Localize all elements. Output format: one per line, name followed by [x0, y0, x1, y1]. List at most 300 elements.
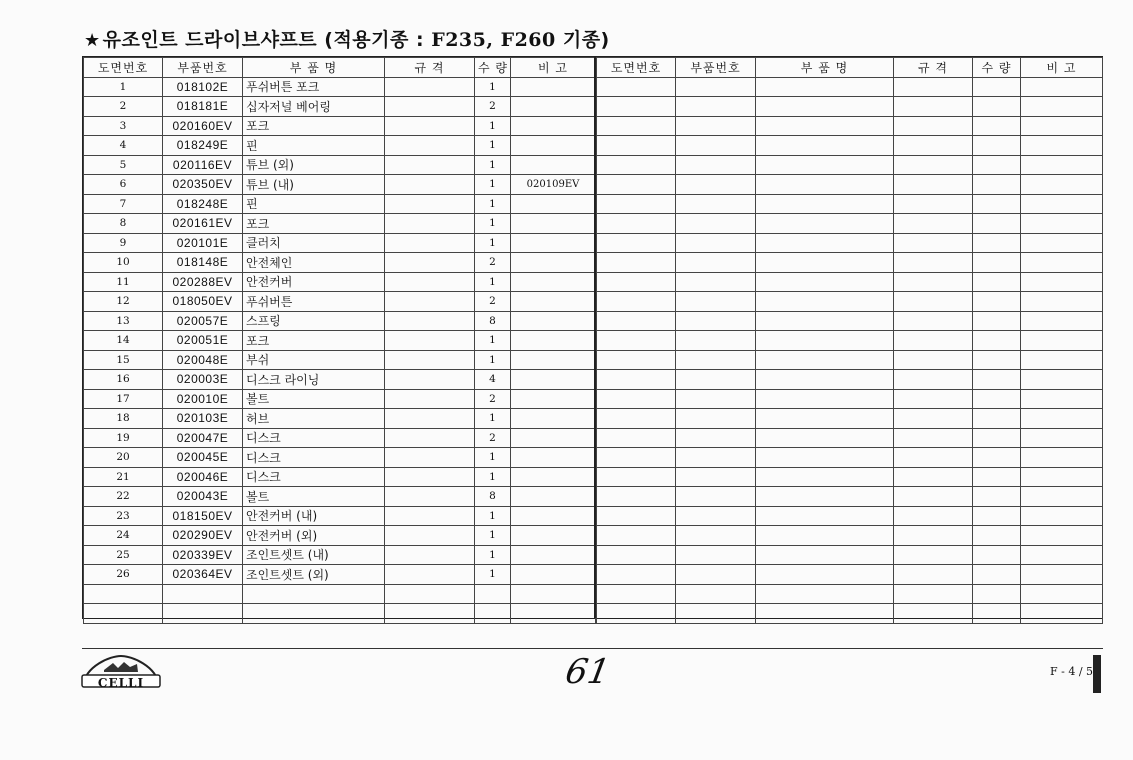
col-header-spec: 규 격: [385, 58, 475, 78]
logo-text: CELLI: [97, 676, 145, 690]
cell-name: [243, 604, 385, 624]
cell-spec: [385, 292, 475, 312]
cell-name: [756, 155, 894, 175]
cell-name: 안전체인: [243, 253, 385, 273]
cell-no: [597, 311, 676, 331]
cell-note: [1021, 253, 1103, 273]
col-header-part-name: 부 품 명: [243, 58, 385, 78]
table-row-empty: [597, 233, 1103, 253]
cell-code: [163, 584, 243, 604]
cell-name: 조인트셋트 (내): [243, 545, 385, 565]
cell-note: [1021, 545, 1103, 565]
cell-note: [1021, 136, 1103, 156]
col-header-note: 비 고: [1021, 58, 1103, 78]
cell-qty: [973, 97, 1021, 117]
cell-spec: [894, 604, 973, 624]
cell-qty: 1: [475, 526, 511, 546]
cell-code: [676, 370, 756, 390]
cell-qty: 2: [475, 389, 511, 409]
cell-note: [511, 311, 596, 331]
cell-name: [756, 526, 894, 546]
cell-name: [756, 448, 894, 468]
cell-no: 18: [84, 409, 163, 429]
cell-no: [597, 370, 676, 390]
cell-qty: [973, 428, 1021, 448]
cell-qty: [973, 409, 1021, 429]
cell-name: 허브: [243, 409, 385, 429]
table-header-row: [84, 58, 596, 78]
cell-spec: [385, 487, 475, 507]
cell-qty: 1: [475, 448, 511, 468]
col-header-part-no: 부품번호: [163, 58, 243, 78]
cell-name: [756, 428, 894, 448]
cell-name: 안전커버 (외): [243, 526, 385, 546]
table-row: [84, 428, 596, 448]
cell-qty: 8: [475, 487, 511, 507]
cell-code: [676, 467, 756, 487]
cell-note: [511, 389, 596, 409]
cell-spec: [385, 350, 475, 370]
cell-spec: [385, 409, 475, 429]
cell-note: [511, 194, 596, 214]
cell-spec: [894, 311, 973, 331]
table-row-empty: [597, 331, 1103, 351]
cell-name: 조인트셋트 (외): [243, 565, 385, 585]
cell-note: [511, 565, 596, 585]
cell-no: [597, 175, 676, 195]
cell-note: [511, 155, 596, 175]
cell-qty: 8: [475, 311, 511, 331]
table-row: [84, 136, 596, 156]
cell-spec: [894, 467, 973, 487]
cell-code: 020047E: [163, 428, 243, 448]
table-row: [84, 194, 596, 214]
table-row-empty: [597, 175, 1103, 195]
cell-name: [756, 331, 894, 351]
cell-name: [756, 467, 894, 487]
table-row: [84, 545, 596, 565]
cell-no: 21: [84, 467, 163, 487]
cell-qty: [973, 233, 1021, 253]
cell-spec: [385, 194, 475, 214]
cell-qty: [973, 506, 1021, 526]
cell-spec: [385, 233, 475, 253]
cell-note: [1021, 77, 1103, 97]
cell-spec: [894, 389, 973, 409]
cell-note: [511, 506, 596, 526]
cell-qty: 2: [475, 253, 511, 273]
table-row-empty: [597, 272, 1103, 292]
col-header-spec: 규 격: [894, 58, 973, 78]
cell-code: [676, 175, 756, 195]
cell-spec: [385, 448, 475, 468]
cell-qty: 1: [475, 565, 511, 585]
cell-no: [597, 136, 676, 156]
cell-qty: 4: [475, 370, 511, 390]
table-row-empty: [597, 487, 1103, 507]
cell-qty: [973, 487, 1021, 507]
cell-qty: 1: [475, 194, 511, 214]
cell-name: [756, 116, 894, 136]
cell-code: [676, 584, 756, 604]
cell-note: [1021, 506, 1103, 526]
cell-qty: 1: [475, 136, 511, 156]
cell-qty: 2: [475, 292, 511, 312]
cell-no: [84, 584, 163, 604]
cell-no: 25: [84, 545, 163, 565]
cell-code: 020160EV: [163, 116, 243, 136]
cell-code: 020003E: [163, 370, 243, 390]
table-row-empty: [597, 526, 1103, 546]
cell-spec: [894, 292, 973, 312]
table-row: [84, 116, 596, 136]
cell-note: [1021, 311, 1103, 331]
cell-no: 2: [84, 97, 163, 117]
cell-spec: [894, 370, 973, 390]
cell-name: [756, 253, 894, 273]
star-icon: ★: [84, 30, 101, 51]
cell-qty: [973, 272, 1021, 292]
cell-note: [511, 545, 596, 565]
col-header-qty: 수 량: [475, 58, 511, 78]
cell-spec: [894, 214, 973, 234]
table-row-empty: [597, 370, 1103, 390]
cell-code: [676, 604, 756, 624]
cell-name: [756, 272, 894, 292]
title-models: F235, F260: [431, 29, 556, 51]
cell-spec: [894, 116, 973, 136]
cell-qty: [973, 194, 1021, 214]
cell-code: [676, 253, 756, 273]
cell-note: [1021, 526, 1103, 546]
cell-spec: [894, 545, 973, 565]
cell-qty: [973, 584, 1021, 604]
cell-qty: [973, 292, 1021, 312]
cell-name: [756, 506, 894, 526]
table-row: [84, 409, 596, 429]
cell-no: [597, 584, 676, 604]
cell-spec: [894, 155, 973, 175]
cell-no: [597, 331, 676, 351]
cell-name: 포크: [243, 214, 385, 234]
cell-no: 1: [84, 77, 163, 97]
table-header-row: [597, 58, 1103, 78]
cell-name: 포크: [243, 116, 385, 136]
cell-no: [597, 272, 676, 292]
cell-note: [511, 77, 596, 97]
table-row-empty: [597, 194, 1103, 214]
cell-note: [1021, 604, 1103, 624]
cell-code: 020045E: [163, 448, 243, 468]
cell-name: 핀: [243, 136, 385, 156]
col-header-part-name: 부 품 명: [756, 58, 894, 78]
cell-note: [511, 136, 596, 156]
cell-code: [163, 604, 243, 624]
table-row-empty: [597, 292, 1103, 312]
cell-code: [676, 116, 756, 136]
cell-no: 9: [84, 233, 163, 253]
cell-name: [756, 370, 894, 390]
cell-qty: [973, 448, 1021, 468]
cell-qty: [973, 136, 1021, 156]
cell-spec: [385, 214, 475, 234]
cell-qty: 1: [475, 350, 511, 370]
cell-spec: [385, 506, 475, 526]
cell-code: 020103E: [163, 409, 243, 429]
cell-no: 4: [84, 136, 163, 156]
cell-no: [597, 428, 676, 448]
cell-note: [1021, 370, 1103, 390]
cell-code: 020161EV: [163, 214, 243, 234]
cell-spec: [894, 584, 973, 604]
table-row: [84, 272, 596, 292]
cell-spec: [385, 370, 475, 390]
cell-spec: [385, 311, 475, 331]
cell-note: [511, 253, 596, 273]
cell-name: 디스크 라이닝: [243, 370, 385, 390]
cell-spec: [894, 409, 973, 429]
table-row-empty: [597, 584, 1103, 604]
cell-name: 튜브 (외): [243, 155, 385, 175]
cell-code: [676, 292, 756, 312]
cell-name: [756, 97, 894, 117]
cell-qty: [973, 370, 1021, 390]
cell-qty: 1: [475, 77, 511, 97]
cell-spec: [894, 136, 973, 156]
cell-name: [756, 175, 894, 195]
table-row-empty: [597, 116, 1103, 136]
cell-name: [756, 311, 894, 331]
cell-code: 020116EV: [163, 155, 243, 175]
cell-note: [1021, 409, 1103, 429]
cell-spec: [385, 389, 475, 409]
cell-qty: 1: [475, 116, 511, 136]
cell-name: [756, 136, 894, 156]
cell-note: [511, 292, 596, 312]
cell-code: [676, 331, 756, 351]
cell-note: [1021, 350, 1103, 370]
cell-spec: [894, 77, 973, 97]
cell-no: [597, 467, 676, 487]
cell-spec: [385, 253, 475, 273]
cell-qty: 1: [475, 175, 511, 195]
cell-note: [511, 604, 596, 624]
cell-qty: 1: [475, 467, 511, 487]
cell-code: [676, 311, 756, 331]
cell-no: 23: [84, 506, 163, 526]
footer-divider: [82, 648, 1103, 649]
cell-qty: [973, 253, 1021, 273]
cell-no: [84, 604, 163, 624]
cell-note: [1021, 331, 1103, 351]
col-header-qty: 수 량: [973, 58, 1021, 78]
cell-no: [597, 448, 676, 468]
cell-no: [597, 350, 676, 370]
cell-name: 튜브 (내): [243, 175, 385, 195]
cell-code: [676, 77, 756, 97]
cell-name: [756, 233, 894, 253]
cell-code: [676, 136, 756, 156]
table-row-empty: [597, 428, 1103, 448]
table-row-empty: [597, 214, 1103, 234]
cell-no: [597, 233, 676, 253]
cell-spec: [894, 428, 973, 448]
table-row: [84, 584, 596, 604]
cell-spec: [385, 526, 475, 546]
cell-note: [511, 331, 596, 351]
cell-qty: [973, 116, 1021, 136]
table-row: [84, 233, 596, 253]
cell-spec: [894, 272, 973, 292]
cell-code: 020048E: [163, 350, 243, 370]
col-header-drawing-no: 도면번호: [84, 58, 163, 78]
table-row-empty: [597, 409, 1103, 429]
table-row-empty: [597, 565, 1103, 585]
table-row-empty: [597, 136, 1103, 156]
cell-spec: [385, 97, 475, 117]
cell-no: 24: [84, 526, 163, 546]
cell-note: [511, 526, 596, 546]
cell-code: 020046E: [163, 467, 243, 487]
cell-note: [1021, 565, 1103, 585]
cell-no: [597, 409, 676, 429]
table-row: [84, 487, 596, 507]
cell-note: [511, 233, 596, 253]
cell-spec: [385, 175, 475, 195]
cell-qty: [973, 331, 1021, 351]
cell-qty: [973, 526, 1021, 546]
table-row: [84, 214, 596, 234]
cell-code: 018148E: [163, 253, 243, 273]
cell-qty: [973, 565, 1021, 585]
page-code: F - 4 / 5: [1050, 665, 1094, 678]
cell-no: [597, 565, 676, 585]
table-row: [84, 370, 596, 390]
cell-no: [597, 545, 676, 565]
cell-name: [756, 292, 894, 312]
cell-qty: [973, 545, 1021, 565]
cell-code: [676, 526, 756, 546]
cell-code: [676, 409, 756, 429]
cell-no: 20: [84, 448, 163, 468]
cell-name: [756, 487, 894, 507]
cell-no: 7: [84, 194, 163, 214]
cell-name: 안전커버 (내): [243, 506, 385, 526]
cell-spec: [894, 233, 973, 253]
cell-note: [1021, 155, 1103, 175]
cell-code: [676, 97, 756, 117]
cell-spec: [894, 175, 973, 195]
cell-note: [1021, 428, 1103, 448]
cell-spec: [385, 545, 475, 565]
cell-qty: 2: [475, 428, 511, 448]
cell-spec: [894, 448, 973, 468]
cell-note: [1021, 116, 1103, 136]
cell-name: [243, 584, 385, 604]
cell-name: [756, 350, 894, 370]
cell-name: 볼트: [243, 487, 385, 507]
cell-note: [1021, 389, 1103, 409]
cell-note: [511, 272, 596, 292]
cell-qty: 1: [475, 409, 511, 429]
cell-code: 020051E: [163, 331, 243, 351]
cell-code: 020057E: [163, 311, 243, 331]
cell-qty: [973, 155, 1021, 175]
cell-note: [1021, 487, 1103, 507]
table-row-empty: [597, 604, 1103, 624]
cell-code: [676, 487, 756, 507]
cell-code: [676, 448, 756, 468]
cell-name: 십자저널 베어링: [243, 97, 385, 117]
cell-code: [676, 350, 756, 370]
cell-note: [1021, 292, 1103, 312]
table-row-empty: [597, 545, 1103, 565]
cell-no: [597, 506, 676, 526]
cell-no: 13: [84, 311, 163, 331]
cell-qty: 1: [475, 506, 511, 526]
cell-code: [676, 389, 756, 409]
table-row-empty: [597, 311, 1103, 331]
cell-name: 핀: [243, 194, 385, 214]
cell-note: [1021, 233, 1103, 253]
cell-no: 17: [84, 389, 163, 409]
cell-note: [511, 409, 596, 429]
cell-spec: [894, 350, 973, 370]
table-row-empty: [597, 77, 1103, 97]
cell-name: 포크: [243, 331, 385, 351]
cell-code: 020043E: [163, 487, 243, 507]
cell-spec: [385, 584, 475, 604]
cell-qty: 1: [475, 331, 511, 351]
cell-code: 018150EV: [163, 506, 243, 526]
table-row-empty: [597, 467, 1103, 487]
cell-qty: [973, 77, 1021, 97]
cell-note: [511, 214, 596, 234]
table-row: [84, 448, 596, 468]
cell-spec: [385, 428, 475, 448]
cell-name: [756, 214, 894, 234]
cell-no: 11: [84, 272, 163, 292]
table-row: [84, 565, 596, 585]
table-row: [84, 350, 596, 370]
cell-code: [676, 233, 756, 253]
cell-spec: [385, 136, 475, 156]
cell-note: [511, 448, 596, 468]
page-edge-bar: [1093, 655, 1101, 693]
cell-note: [1021, 175, 1103, 195]
table-row-empty: [597, 155, 1103, 175]
cell-no: [597, 155, 676, 175]
cell-name: [756, 194, 894, 214]
cell-note: [1021, 448, 1103, 468]
cell-no: [597, 194, 676, 214]
table-row-empty: [597, 350, 1103, 370]
cell-name: 디스크: [243, 448, 385, 468]
table-row-empty: [597, 506, 1103, 526]
cell-no: 22: [84, 487, 163, 507]
cell-no: [597, 389, 676, 409]
table-row: [84, 506, 596, 526]
cell-qty: 2: [475, 97, 511, 117]
cell-note: [1021, 584, 1103, 604]
cell-no: 19: [84, 428, 163, 448]
cell-no: [597, 487, 676, 507]
table-row-empty: [597, 448, 1103, 468]
cell-qty: 1: [475, 545, 511, 565]
cell-note: [1021, 214, 1103, 234]
cell-qty: 1: [475, 214, 511, 234]
col-header-part-no: 부품번호: [676, 58, 756, 78]
